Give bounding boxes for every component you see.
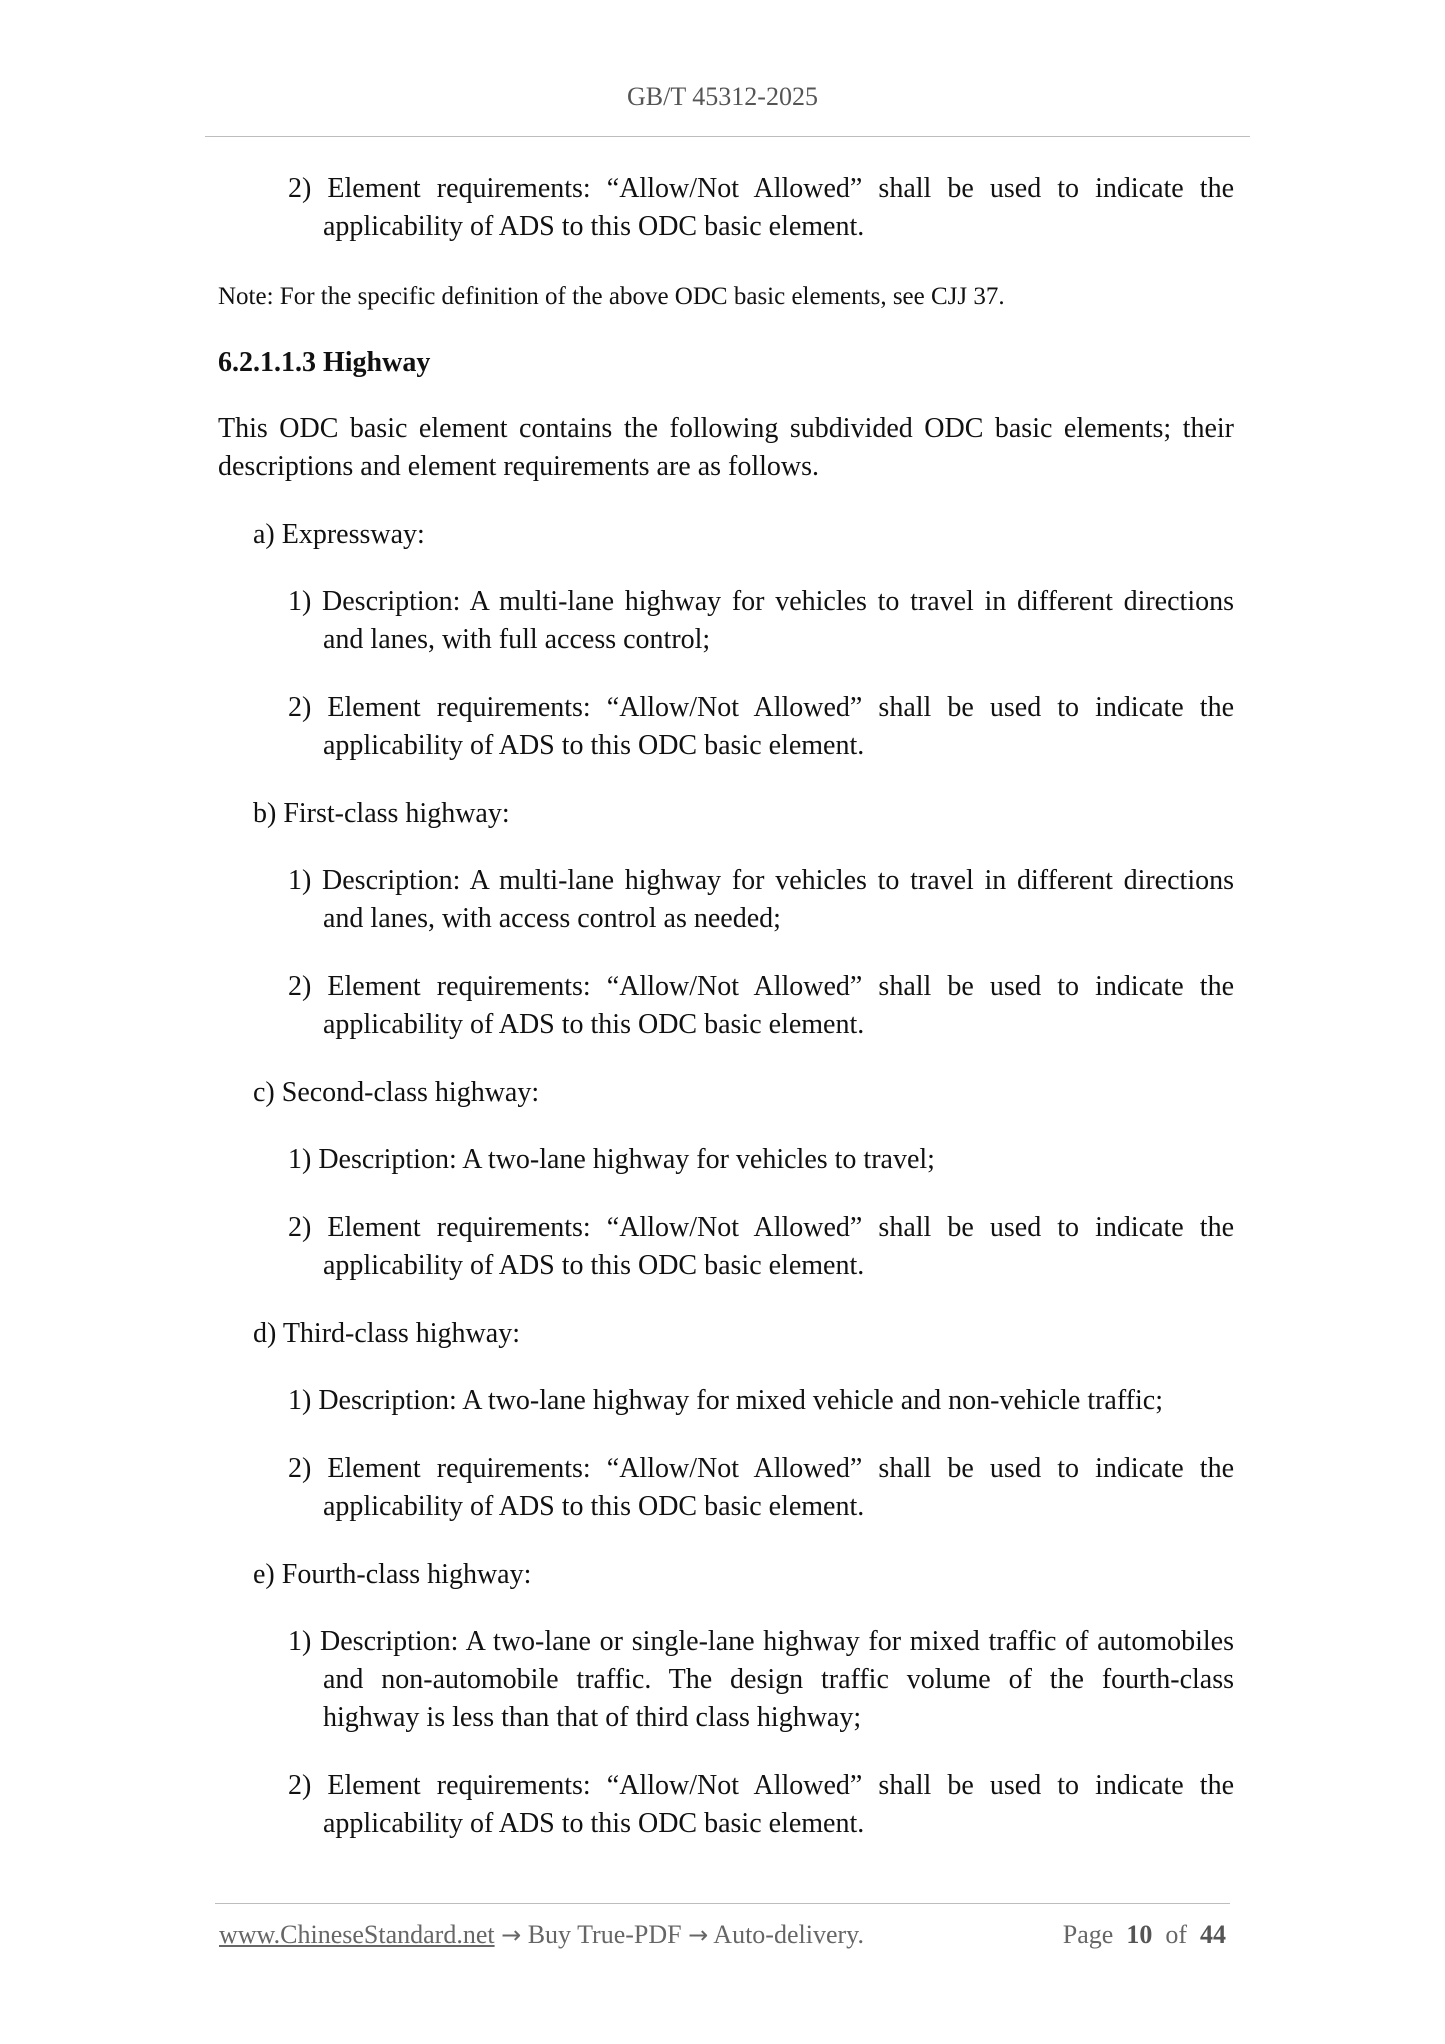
- footer-site-link[interactable]: www.ChineseStandard.net: [219, 1920, 495, 1949]
- top-element-requirements: [288, 170, 1234, 246]
- item-desc-first-class: 1) Description: A multi-lane highway for vehicles to travel in different directions and lanes, with access control as needed;: [288, 865, 1234, 934]
- arrow-right-icon: →: [688, 1921, 709, 1949]
- top-item-text: Element requirements: “Allow/Not Allowed” shall be used to indicate the applicability of ADS to this ODC basic element.: [323, 173, 1234, 242]
- page-indicator: [1063, 1920, 1226, 1950]
- item-req-first-class: 2) Element requirements: “Allow/Not Allowed” shall be used to indicate the applicability of ADS to this ODC basic element.: [288, 971, 1234, 1040]
- note-text: Note: For the specific definition of the above ODC basic elements, see CJJ 37.: [218, 283, 1005, 310]
- item-title-second-class: c) Second-class highway:: [253, 1077, 540, 1108]
- section-intro: This ODC basic element contains the following subdivided ODC basic elements; their descriptions and element requirements are as follows.: [218, 413, 1234, 482]
- page-total: 44: [1200, 1920, 1226, 1949]
- item-req-second-class: 2) Element requirements: “Allow/Not Allowed” shall be used to indicate the applicability of ADS to this ODC basic element.: [288, 1212, 1234, 1281]
- of-label: of: [1165, 1920, 1187, 1949]
- item-desc-fourth-class: 1) Description: A two-lane or single-lane highway for mixed traffic of automobiles and non-automobile traffic. The design traffic volume of the fourth-class highway is less than that of third class highway;: [288, 1626, 1234, 1733]
- item-desc-third-class: 1) Description: A two-lane highway for mixed vehicle and non-vehicle traffic;: [288, 1385, 1163, 1416]
- section-heading: 6.2.1.1.3 Highway: [218, 347, 431, 378]
- item-req-third-class: 2) Element requirements: “Allow/Not Allowed” shall be used to indicate the applicability of ADS to this ODC basic element.: [288, 1453, 1234, 1522]
- item-req-expressway: 2) Element requirements: “Allow/Not Allowed” shall be used to indicate the applicability of ADS to this ODC basic element.: [288, 692, 1234, 761]
- footer-buy-text: Buy True-PDF: [527, 1920, 682, 1949]
- header-divider: [205, 136, 1250, 137]
- page-number: 10: [1126, 1920, 1153, 1949]
- item-req-fourth-class: 2) Element requirements: “Allow/Not Allowed” shall be used to indicate the applicability of ADS to this ODC basic element.: [288, 1770, 1234, 1839]
- item-title-expressway: a) Expressway:: [253, 519, 425, 550]
- item-title-first-class: b) First-class highway:: [253, 798, 510, 829]
- footer-divider: [215, 1903, 1230, 1904]
- document-header-title: GB/T 45312-2025: [627, 82, 818, 111]
- item-title-third-class: d) Third-class highway:: [253, 1318, 520, 1349]
- top-item-label: 2): [288, 173, 312, 204]
- item-title-fourth-class: e) Fourth-class highway:: [253, 1559, 532, 1590]
- footer-promo: [219, 1920, 864, 1950]
- footer-delivery-text: Auto-delivery.: [713, 1920, 864, 1949]
- item-desc-expressway: 1) Description: A multi-lane highway for vehicles to travel in different directions and lanes, with full access control;: [288, 586, 1234, 655]
- item-desc-second-class: 1) Description: A two-lane highway for vehicles to travel;: [288, 1144, 935, 1175]
- arrow-right-icon: →: [501, 1921, 522, 1949]
- page-label: Page: [1062, 1920, 1114, 1949]
